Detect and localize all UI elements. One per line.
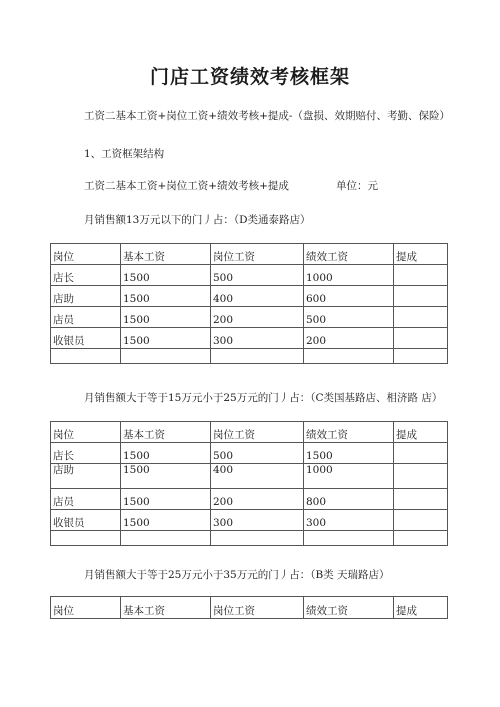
section-heading: 1、工资框架结构 [84, 148, 165, 160]
table-cell [394, 307, 448, 328]
table-row [51, 510, 448, 531]
table-cell: 1500 [121, 510, 211, 531]
table-cell: 1500 [304, 443, 394, 464]
table-cell: 收银员 [51, 510, 121, 531]
header-cell: 基本工资 [121, 244, 211, 265]
table-cell [394, 510, 448, 531]
table-cell: 1500 [121, 286, 211, 307]
table-cell: 店助 [51, 464, 121, 489]
table-cell: 1500 [121, 307, 211, 328]
table-header-row [51, 244, 448, 265]
table-cell: 收银员 [51, 328, 121, 349]
table-row [51, 531, 448, 546]
table-cell [394, 286, 448, 307]
table-cell [394, 265, 448, 286]
table-row [51, 464, 448, 489]
header-cell: 提成 [394, 422, 448, 443]
table-row [51, 286, 448, 307]
table-cell: 1500 [121, 443, 211, 464]
table-cell: 1500 [121, 464, 211, 489]
table-cell [211, 531, 304, 546]
table-cell [51, 531, 121, 546]
table-cell [394, 531, 448, 546]
tier-d-table [50, 243, 448, 364]
table-cell [394, 464, 448, 489]
table-row [51, 307, 448, 328]
header-cell: 岗位 [51, 244, 121, 265]
table-cell [304, 349, 394, 364]
table-cell [51, 349, 121, 364]
table-cell [394, 328, 448, 349]
table-cell [394, 443, 448, 464]
tier-c-table [50, 421, 448, 546]
table-cell [304, 531, 394, 546]
table-row [51, 443, 448, 464]
header-cell: 基本工资 [121, 597, 211, 619]
table-cell: 400 [211, 464, 304, 489]
table-cell: 1500 [121, 328, 211, 349]
table-cell: 500 [211, 443, 304, 464]
table-row [51, 349, 448, 364]
header-cell: 岗位 [51, 422, 121, 443]
structure-line: 工资二基本工资+岗位工资+绩效考核+提成 [84, 180, 289, 192]
table-cell: 200 [211, 307, 304, 328]
table-cell: 200 [304, 328, 394, 349]
table-cell [394, 349, 448, 364]
table-cell: 1500 [121, 489, 211, 510]
table-cell: 1000 [304, 464, 394, 489]
table-cell: 店助 [51, 286, 121, 307]
tier-b-caption: 月销售额大于等于25万元小于35万元的门丿占：（B类 天瑞路店） [84, 569, 390, 581]
header-cell: 提成 [394, 244, 448, 265]
table-row [51, 328, 448, 349]
table-cell: 600 [304, 286, 394, 307]
table-cell: 800 [304, 489, 394, 510]
tier-b-table [50, 596, 448, 619]
header-cell: 提成 [394, 597, 448, 619]
table-cell: 500 [304, 307, 394, 328]
table-cell: 300 [304, 510, 394, 531]
unit-label: 单位：元 [336, 180, 378, 192]
table-cell: 1000 [304, 265, 394, 286]
header-cell: 岗位工资 [211, 422, 304, 443]
salary-formula-line: 工资二基本工资+岗位工资+绩效考核+提成-（盘损、效期赔付、考勤、保险） [84, 110, 450, 122]
table-cell: 500 [211, 265, 304, 286]
table-cell: 店员 [51, 307, 121, 328]
tier-d-caption: 月销售额13万元以下的门丿占：（D类通泰路店） [84, 214, 311, 226]
table-cell: 300 [211, 510, 304, 531]
table-cell: 1500 [121, 265, 211, 286]
table-cell [121, 349, 211, 364]
table-cell [394, 489, 448, 510]
header-cell: 绩效工资 [304, 244, 394, 265]
header-cell: 岗位 [51, 597, 121, 619]
table-cell: 400 [211, 286, 304, 307]
table-cell: 店员 [51, 489, 121, 510]
header-cell: 基本工资 [121, 422, 211, 443]
table-cell: 店长 [51, 265, 121, 286]
page-title: 门店工资绩效考核框架 [149, 66, 350, 88]
table-cell: 店长 [51, 443, 121, 464]
tier-c-caption: 月销售额大于等于15万元小于25万元的门丿占：（C类国基路店、相济路 店） [84, 392, 443, 404]
header-cell: 岗位工资 [211, 597, 304, 619]
header-cell: 绩效工资 [304, 422, 394, 443]
table-cell: 200 [211, 489, 304, 510]
table-cell [121, 531, 211, 546]
table-header-row [51, 597, 448, 619]
header-cell: 绩效工资 [304, 597, 394, 619]
table-cell [211, 349, 304, 364]
table-header-row [51, 422, 448, 443]
header-cell: 岗位工资 [211, 244, 304, 265]
table-cell: 300 [211, 328, 304, 349]
table-row [51, 489, 448, 510]
table-row [51, 265, 448, 286]
